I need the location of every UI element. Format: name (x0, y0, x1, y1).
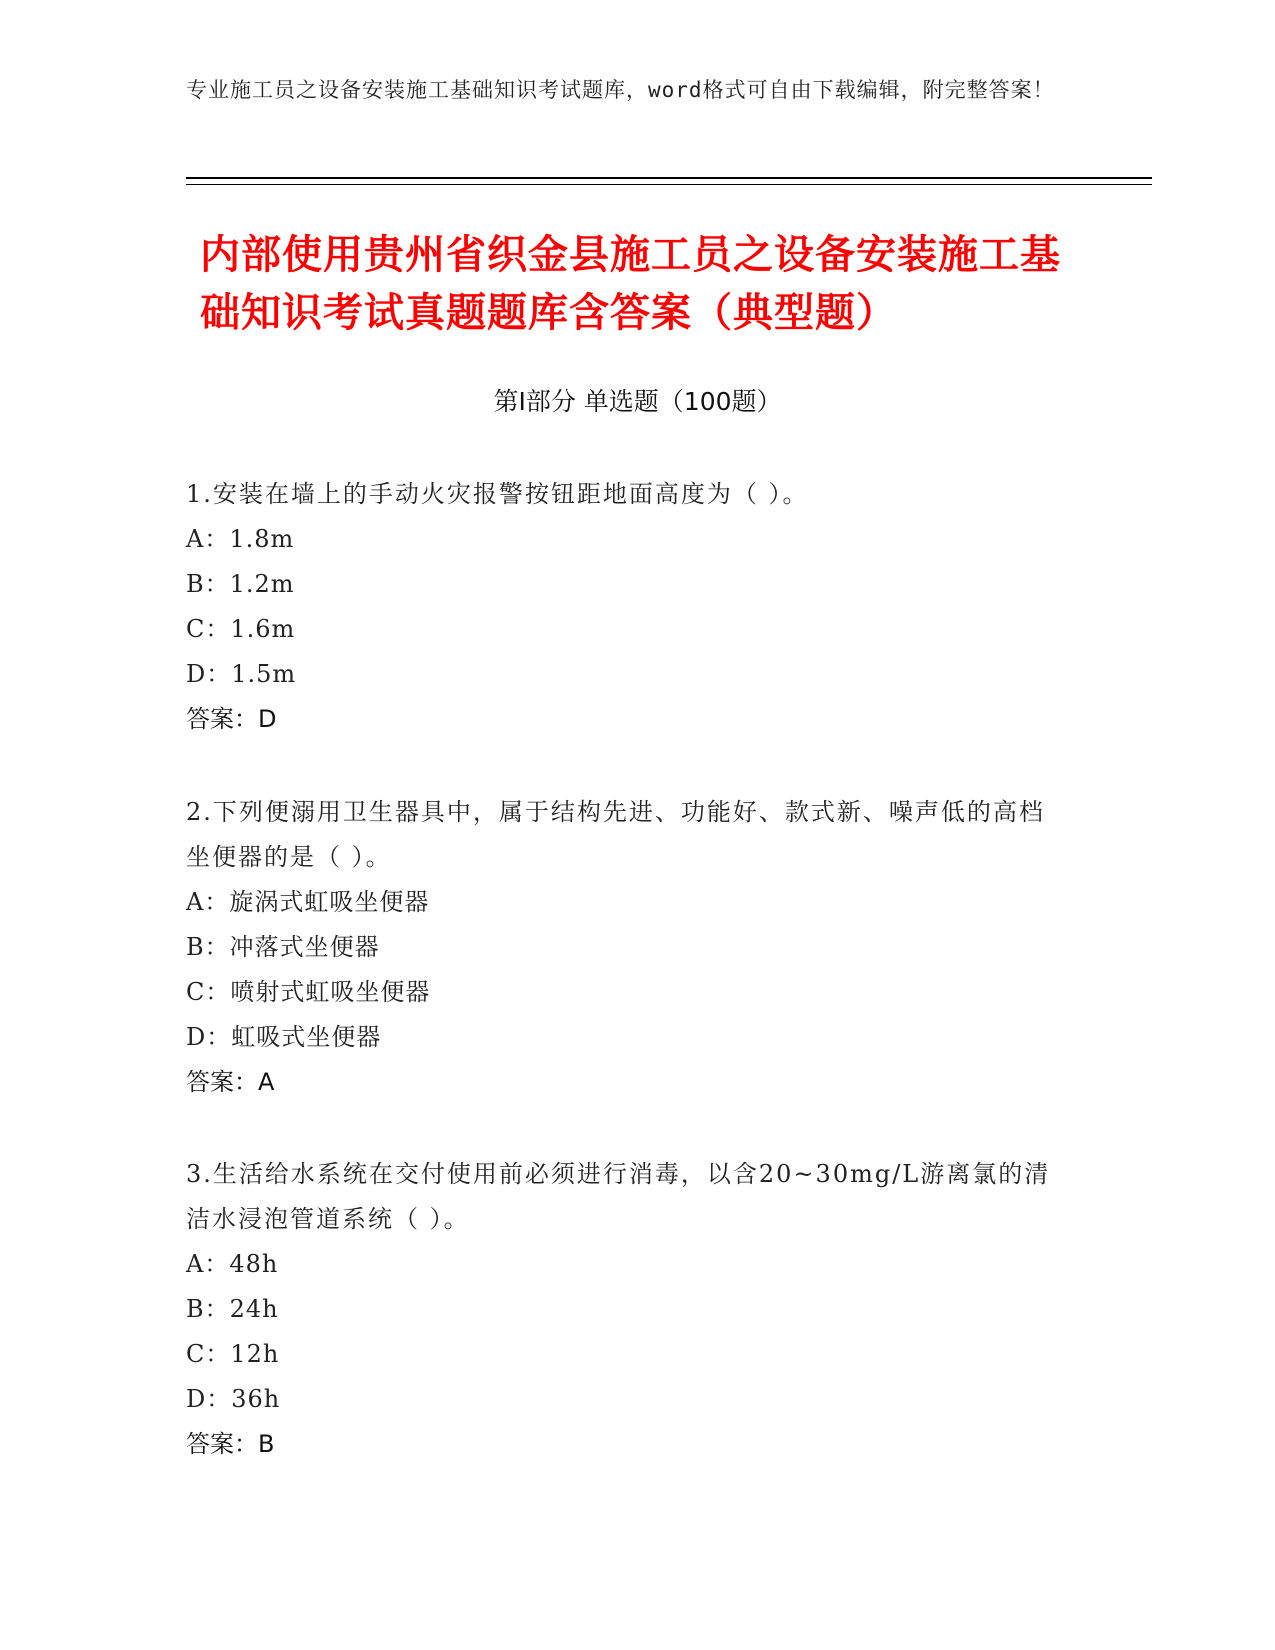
option-d: D：虹吸式坐便器 (186, 1023, 382, 1051)
question-2 (186, 790, 1066, 1105)
header-note: 专业施工员之设备安装施工基础知识考试题库，word格式可自由下载编辑，附完整答案！ (186, 78, 1055, 102)
question-stem: 1.安装在墙上的手动火灾报警按钮距地面高度为（ ）。 (186, 480, 809, 508)
option-c: C：1.6m (186, 615, 296, 643)
question-1 (186, 472, 1066, 742)
section-title: 第Ⅰ部分 单选题（100题） (493, 387, 782, 416)
option-b: B：1.2m (186, 570, 295, 598)
answer: 答案：B (186, 1430, 275, 1458)
option-c: C：12h (186, 1340, 280, 1368)
option-d: D：1.5m (186, 660, 297, 688)
document-title: 内部使用贵州省织金县施工员之设备安装施工基础知识考试真题题库含答案（典型题） (200, 232, 1061, 336)
question-stem: 2.下列便溺用卫生器具中，属于结构先进、功能好、款式新、噪声低的高档坐便器的是（ ）。 (186, 798, 1045, 871)
option-d: D：36h (186, 1385, 281, 1413)
option-b: B：冲落式坐便器 (186, 933, 380, 961)
header-divider-thick (186, 177, 1152, 179)
answer: 答案：D (186, 705, 277, 733)
option-a: A：旋涡式虹吸坐便器 (186, 888, 430, 916)
question-stem: 3.生活给水系统在交付使用前必须进行消毒，以含20~30mg/L游离氯的清洁水浸泡管道系统（ ）。 (186, 1160, 1051, 1233)
question-3 (186, 1152, 1066, 1467)
header-divider-thin (186, 184, 1152, 185)
option-b: B：24h (186, 1295, 279, 1323)
option-a: A：48h (186, 1250, 279, 1278)
answer: 答案：A (186, 1068, 275, 1096)
option-c: C：喷射式虹吸坐便器 (186, 978, 431, 1006)
option-a: A：1.8m (186, 525, 295, 553)
